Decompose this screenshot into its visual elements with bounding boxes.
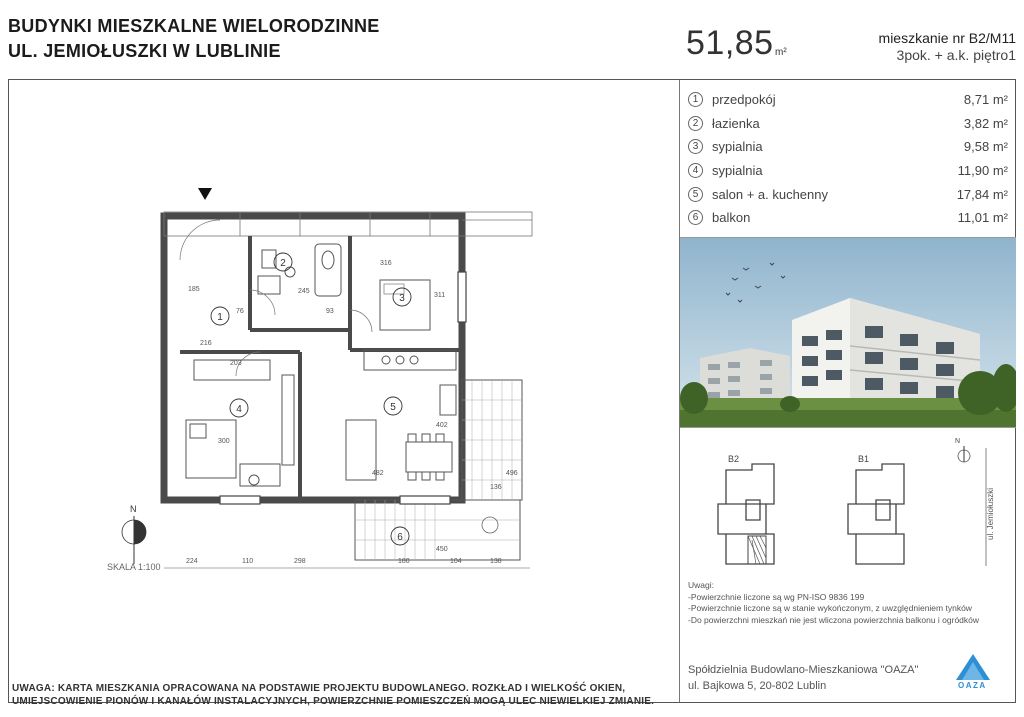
room-area: 9,58 m² (963, 139, 1008, 155)
dim-label: 300 (218, 438, 230, 445)
room-row (688, 112, 1008, 136)
room-number: 3 (688, 139, 703, 154)
total-area-unit: m² (775, 47, 787, 58)
room-row (688, 182, 1008, 206)
dim-bottom: 110 (242, 558, 254, 565)
room-name: salon + a. kuchenny (712, 186, 828, 202)
dim-label: 311 (434, 292, 446, 299)
title-line-1: BUDYNKI MIESZKALNE WIELORODZINNE (8, 16, 380, 36)
dim-label: 203 (230, 360, 242, 367)
room-number: 2 (688, 116, 703, 131)
dim-label: 316 (380, 260, 392, 267)
room-area: 8,71 m² (963, 92, 1008, 108)
room-number: 6 (688, 210, 703, 225)
dim-label: 136 (490, 484, 502, 491)
north-arrow (120, 506, 150, 566)
oaza-logo (946, 652, 1000, 692)
logo-text: OAZA (958, 681, 987, 690)
street-label: ul. Jemiołuszki (986, 487, 995, 540)
room-name: sypialnia (712, 163, 763, 179)
scale-label: SKALA 1:100 (107, 562, 161, 572)
apartment-description: 3pok. + a.k. piętro1 (896, 47, 1016, 63)
dim-label: 216 (200, 340, 212, 347)
dim-bottom: 298 (294, 558, 306, 565)
disclaimer-line-2: UMIEJSCOWIENIE PIONÓW I KANAŁÓW INSTALACYJNYCH, POWIERZCHNIE POMIESZCZEŃ MOGĄ ULEC NIEWIELKIEJ ZMIANIE. (12, 696, 655, 707)
floor-plan (150, 180, 540, 590)
site-label-b1: B1 (858, 454, 870, 464)
room-row (688, 135, 1008, 159)
room-name: balkon (712, 210, 751, 226)
total-area: 51,85 (686, 24, 774, 62)
disclaimer (12, 682, 654, 708)
dim-bottom: 138 (490, 558, 502, 565)
dim-label: 496 (506, 470, 518, 477)
site-map (700, 440, 1010, 570)
dim-label: 245 (298, 288, 310, 295)
disclaimer-line-1: UWAGA: KARTA MIESZKANIA OPRACOWANA NA PODSTAWIE PROJEKTU BUDOWLANEGO. ROZKŁAD I WIELKOŚĆ OKIEN, (12, 683, 626, 694)
svg-text:1: 1 (217, 312, 223, 323)
note-line-1: -Powierzchnie liczone są wg PN-ISO 9836 199 (688, 591, 865, 602)
cooperative-info (688, 662, 918, 694)
room-number: 5 (688, 187, 703, 202)
north-label: N (130, 504, 137, 514)
room-area: 11,90 m² (957, 163, 1008, 179)
room-area: 17,84 m² (956, 186, 1008, 202)
note-line-2: -Powierzchnie liczone są w stanie wykończonym, z uwzględnieniem tynków (688, 603, 972, 613)
room-area: 11,01 m² (957, 210, 1008, 226)
room-number: 4 (688, 163, 703, 178)
room-number: 1 (688, 92, 703, 107)
render-divider (680, 427, 1016, 428)
dim-label: 402 (436, 422, 448, 429)
room-name: łazienka (712, 115, 760, 131)
svg-text:3: 3 (399, 293, 405, 304)
cooperative-name: Spółdzielnia Budowlano-Mieszkaniowa "OAZA" (688, 664, 919, 676)
site-north-label: N (955, 438, 961, 445)
notes (688, 580, 979, 626)
svg-text:2: 2 (280, 258, 286, 269)
dim-bottom: 224 (186, 558, 198, 565)
svg-text:4: 4 (236, 404, 242, 415)
title-line-2: UL. JEMIOŁUSZKI W LUBLINIE (8, 41, 281, 61)
room-row (688, 88, 1008, 112)
site-label-b2: B2 (728, 454, 740, 464)
dim-label: 76 (236, 308, 244, 315)
svg-text:5: 5 (390, 402, 396, 413)
room-list (688, 88, 1008, 230)
dim-bottom: 180 (398, 558, 410, 565)
cooperative-address: ul. Bajkowa 5, 20-802 Lublin (688, 680, 827, 692)
room-name: przedpokój (712, 92, 776, 108)
dim-label: 450 (436, 546, 448, 553)
note-line-3: -Do powierzchni mieszkań nie jest wliczona powierzchnia balkonu i ogródków (688, 614, 980, 625)
svg-text:6: 6 (397, 532, 403, 543)
room-row (688, 206, 1008, 230)
dim-label: 93 (326, 308, 334, 315)
room-area: 3,82 m² (963, 115, 1008, 131)
notes-title: Uwagi: (688, 580, 714, 590)
apartment-number: mieszkanie nr B2/M11 (878, 30, 1016, 46)
room-name: sypialnia (712, 139, 763, 155)
dim-label: 185 (188, 286, 200, 293)
dim-bottom: 104 (450, 558, 462, 565)
dim-label: 482 (372, 470, 384, 477)
building-render (680, 238, 1016, 427)
room-row (688, 159, 1008, 183)
